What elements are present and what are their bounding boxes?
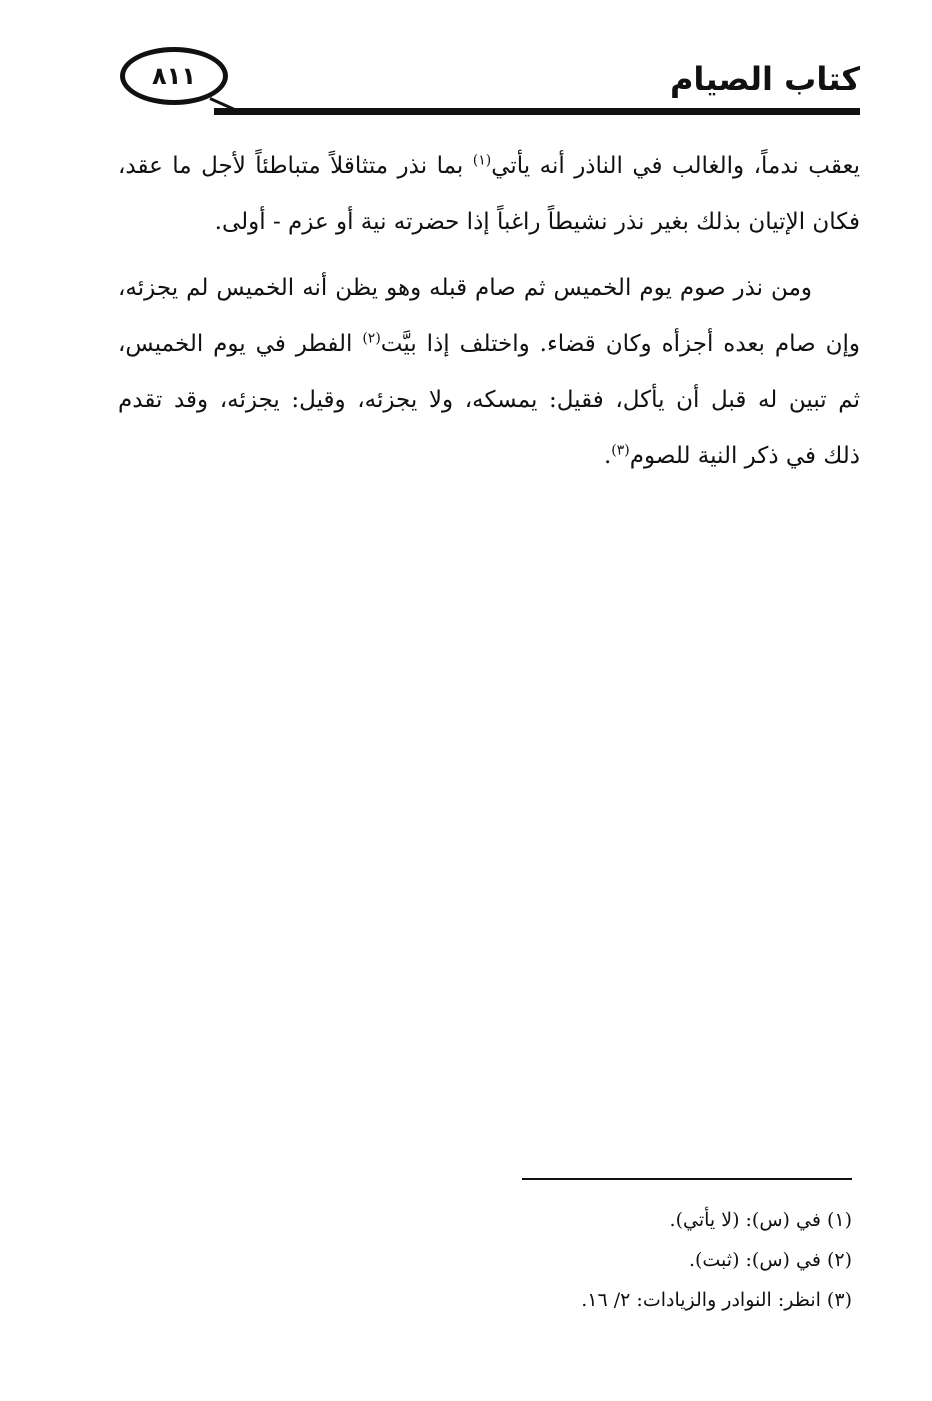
paragraph-gap — [118, 250, 860, 260]
footnote-2: (٢) في (س): (ثبت). — [688, 1249, 852, 1271]
paragraph-1-line-2: فكان الإتيان بذلك بغير نذر نشيطاً راغباً إذا حضرته نية أو عزم - أولى. — [214, 209, 860, 235]
footnote-reference-1: (١) — [472, 152, 492, 169]
paragraph-2-line-2 — [118, 316, 860, 372]
paragraph-1-line-1 — [118, 138, 860, 194]
footnotes — [432, 1200, 852, 1320]
text-segment: ذلك في ذكر النية للصوم — [629, 443, 860, 469]
footnote-3: (٣) انظر: النوادر والزيادات: ٢/ ١٦. — [581, 1289, 852, 1311]
page-header — [0, 0, 932, 130]
footnote-reference-3: (٣) — [611, 442, 630, 459]
header-rule — [214, 108, 860, 115]
text-segment: . — [603, 443, 612, 469]
footnote-separator — [522, 1178, 852, 1180]
text-segment: الفطر في يوم الخميس، — [118, 331, 363, 357]
paragraph-2-line-4 — [118, 428, 860, 484]
page-number-badge — [120, 47, 228, 105]
chapter-title: كتاب الصيام — [669, 60, 860, 98]
footnote-1: (١) في (س): (لا يأتي). — [669, 1209, 852, 1231]
footnote-reference-2: (٢) — [362, 330, 381, 347]
text-segment: وإن صام بعده أجزأه وكان قضاء. واختلف إذا بيَّت — [380, 331, 860, 357]
main-text — [118, 138, 860, 484]
text-segment: يعقب ندماً، والغالب في الناذر أنه يأتي — [491, 153, 860, 179]
page-number: ٨١١ — [152, 62, 196, 90]
paragraph-2-line-1: ومن نذر صوم يوم الخميس ثم صام قبله وهو يظن أنه الخميس لم يجزئه، — [118, 275, 812, 301]
text-segment: بما نذر متثاقلاً متباطئاً لأجل ما عقد، — [118, 153, 473, 179]
paragraph-2-line-3: ثم تبين له قبل أن يأكل، فقيل: يمسكه، ولا يجزئه، وقيل: يجزئه، وقد تقدم — [118, 387, 860, 413]
